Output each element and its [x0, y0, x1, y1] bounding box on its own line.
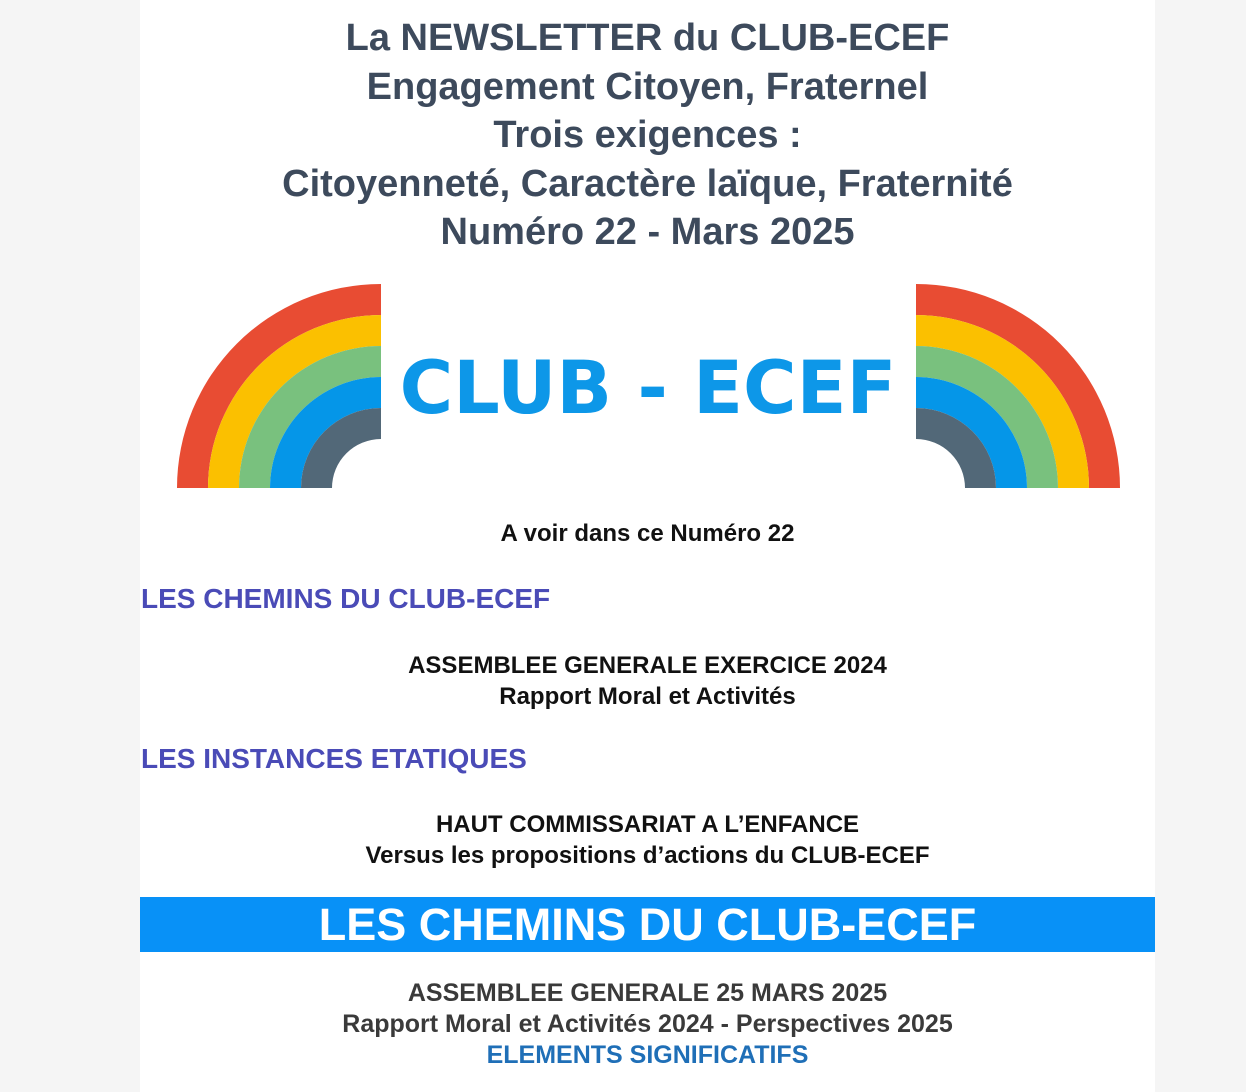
- contents-item-haut-commissariat[interactable]: [140, 809, 1155, 871]
- article-highlight[interactable]: ELEMENTS SIGNIFICATIFS: [486, 1041, 809, 1069]
- logo-wordmark: CLUB - ECEF: [399, 346, 897, 431]
- club-ecef-logo: [176, 278, 1120, 488]
- contents-item-title: HAUT COMMISSARIAT A L’ENFANCE: [435, 811, 860, 838]
- article-title: ASSEMBLEE GENERALE 25 MARS 2025: [407, 979, 888, 1007]
- header-subtitle-line: Engagement Citoyen, Fraternel: [366, 65, 929, 108]
- rainbow-right-icon: [916, 284, 1120, 488]
- contents-intro: A voir dans ce Numéro 22: [500, 520, 795, 547]
- newsletter-header: [140, 14, 1155, 257]
- contents-item-subtitle: Versus les propositions d’actions du CLUB-ECEF: [365, 842, 930, 869]
- article-heading: [140, 978, 1155, 1071]
- header-values-line: Citoyenneté, Caractère laïque, Fraternité: [282, 162, 1013, 205]
- contents-section-chemins-link[interactable]: LES CHEMINS DU CLUB-ECEF: [141, 583, 551, 614]
- newsletter-page: [140, 0, 1155, 1092]
- contents-item-assemblee[interactable]: [140, 650, 1155, 712]
- header-requirements-line: Trois exigences :: [493, 114, 802, 156]
- contents-section-instances-link[interactable]: LES INSTANCES ETATIQUES: [141, 743, 527, 774]
- header-issue-line: Numéro 22 - Mars 2025: [440, 211, 855, 253]
- rainbow-left-icon: [177, 284, 381, 488]
- article-subtitle: Rapport Moral et Activités 2024 - Perspectives 2025: [342, 1010, 953, 1038]
- contents-item-title: ASSEMBLEE GENERALE EXERCICE 2024: [408, 652, 887, 679]
- club-ecef-logo-graphic: [176, 278, 1120, 488]
- section-banner: LES CHEMINS DU CLUB-ECEF: [140, 897, 1155, 952]
- header-title-line: La NEWSLETTER du CLUB-ECEF: [345, 17, 950, 59]
- contents-item-subtitle: Rapport Moral et Activités: [499, 683, 796, 710]
